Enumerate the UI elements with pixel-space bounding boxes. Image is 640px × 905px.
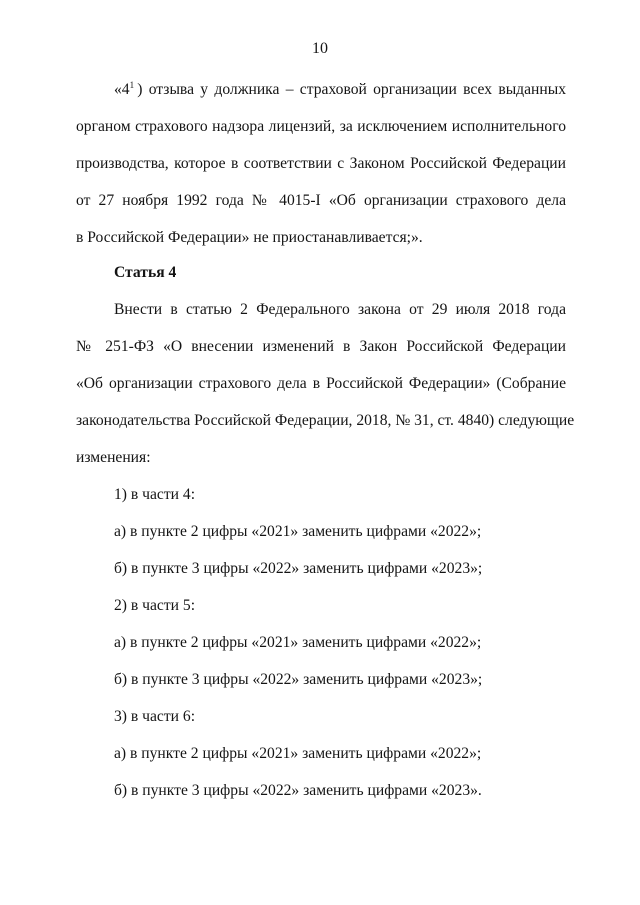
- list-item: 1) в части 4:: [114, 486, 196, 503]
- paragraph-line: № 251-ФЗ «О внесении изменений в Закон Российской Федерации: [76, 338, 566, 355]
- article-heading: Статья 4: [114, 264, 177, 281]
- paragraph-line: [76, 71, 566, 108]
- amendments-list: [114, 476, 574, 809]
- superscript: 1: [129, 79, 135, 90]
- paragraph-line: в Российской Федерации» не приостанавливается;».: [76, 229, 423, 246]
- list-item: б) в пункте 3 цифры «2022» заменить цифрами «2023».: [114, 782, 482, 799]
- list-item: б) в пункте 3 цифры «2022» заменить цифрами «2023»;: [114, 560, 483, 577]
- list-item: а) в пункте 2 цифры «2021» заменить цифрами «2022»;: [114, 634, 482, 651]
- line-text: «4: [114, 81, 130, 98]
- paragraph-line: органом страхового надзора лицензий, за исключением исполнительного: [76, 118, 566, 135]
- paragraph-line: законодательства Российской Федерации, 2018, № 31, ст. 4840) следующие: [76, 412, 575, 429]
- list-item: а) в пункте 2 цифры «2021» заменить цифрами «2022»;: [114, 745, 482, 762]
- paragraph-article-4: [76, 291, 575, 476]
- paragraph-line: «Об организации страхового дела в Российской Федерации» (Собрание: [76, 375, 566, 392]
- line-text: ) отзыва у должника – страховой организации всех выданных: [134, 81, 566, 98]
- list-item: 2) в части 5:: [114, 597, 196, 614]
- paragraph-item-4-1: [76, 71, 566, 256]
- list-item: б) в пункте 3 цифры «2022» заменить цифрами «2023»;: [114, 671, 483, 688]
- list-item: а) в пункте 2 цифры «2021» заменить цифрами «2022»;: [114, 523, 482, 540]
- paragraph-line: от 27 ноября 1992 года № 4015-I «Об организации страхового дела: [76, 192, 566, 209]
- page-number: 10: [312, 40, 328, 57]
- paragraph-line: Внести в статью 2 Федерального закона от 29 июля 2018 года: [114, 301, 566, 318]
- paragraph-line: производства, которое в соответствии с Законом Российской Федерации: [76, 155, 566, 172]
- paragraph-line: изменения:: [76, 449, 151, 466]
- list-item: 3) в части 6:: [114, 708, 196, 725]
